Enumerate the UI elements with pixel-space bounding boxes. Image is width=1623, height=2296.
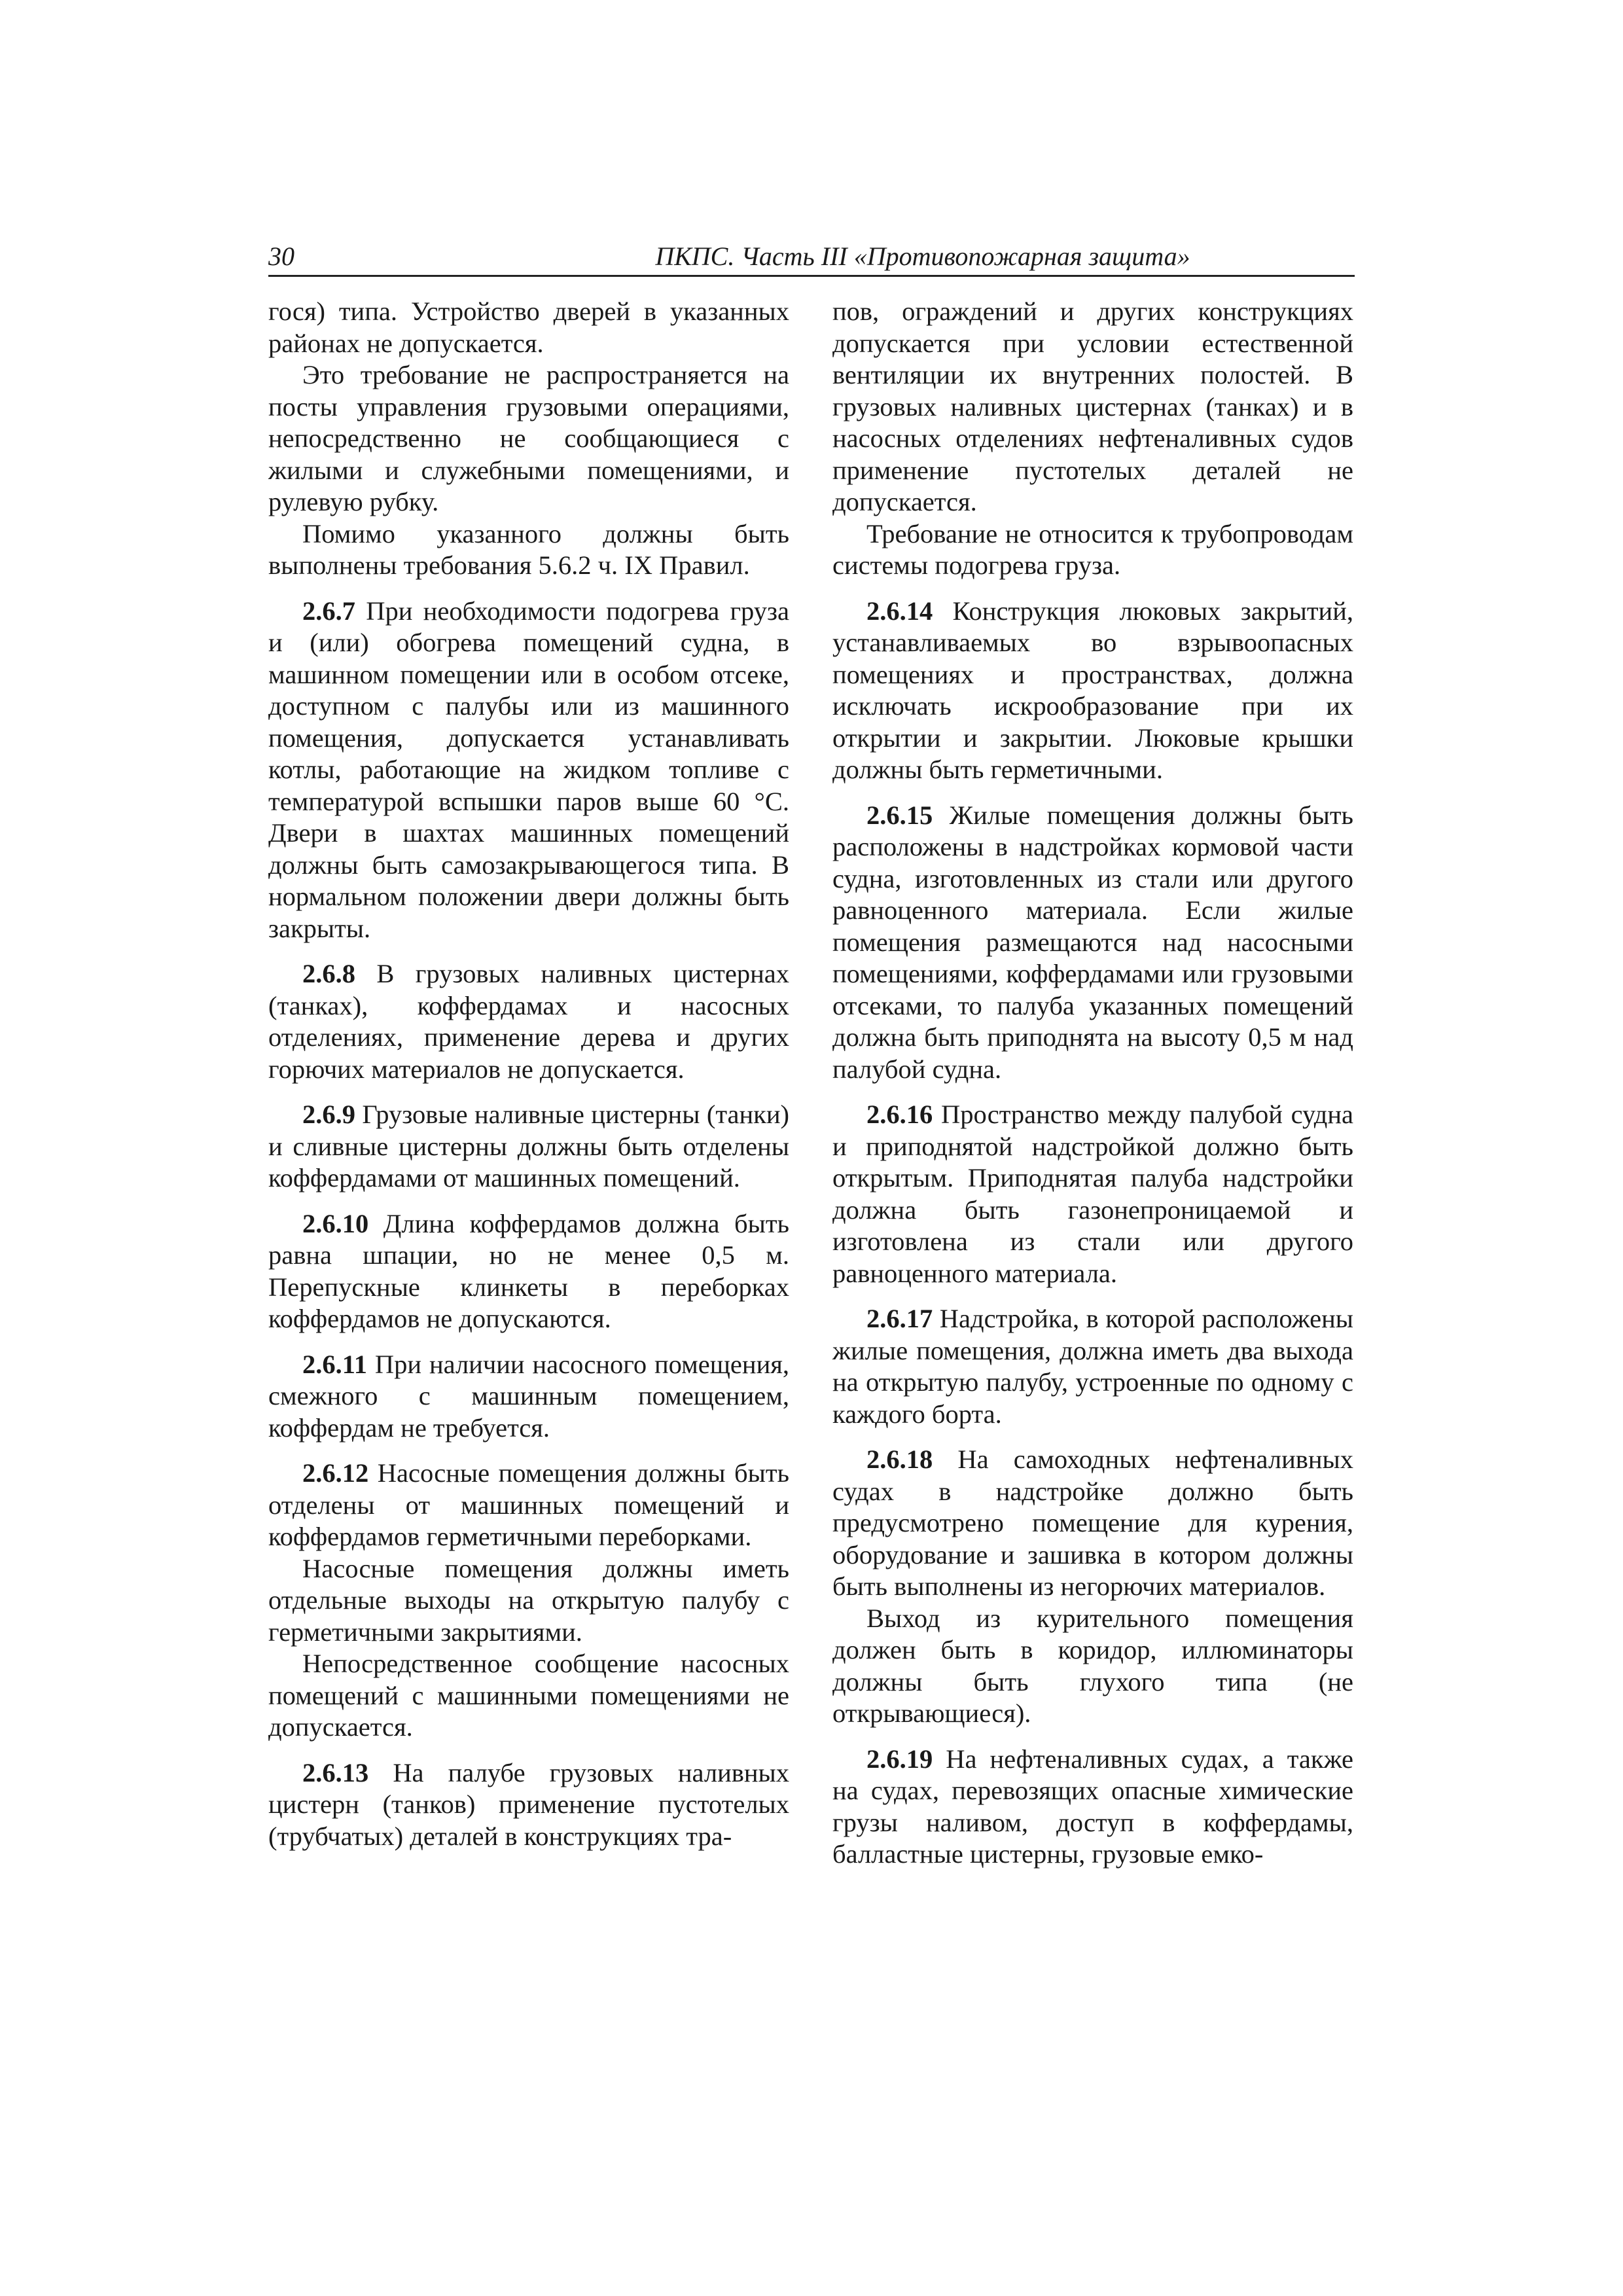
section-2-6-11 — [268, 1349, 789, 1444]
paragraph-text: Жилые помещения должны быть расположены в надстройках кормовой части судна, изготовленных из стали или другого равноценного материала. Если жилые помещения размещаются над насосными помещениями, коффердамами или грузовыми отсеками, то палуба указанных помещений должна быть приподнята на высоту 0,5 м над палубой судна. — [832, 800, 1354, 1084]
section-number: 2.6.9 — [302, 1100, 355, 1129]
paragraph-text: На самоходных нефтеналивных судах в надстройке должно быть предусмотрено помещение для курения, оборудование и зашивка в котором должны быть выполнены из негорючих материалов. — [832, 1444, 1353, 1601]
paragraph — [832, 296, 1353, 518]
paragraph-text: Длина коффердамов должна быть равна шпации, но не менее 0,5 м. Перепускные клинкеты в переборках коффердамов не допускаются. — [268, 1208, 790, 1333]
paragraph-text: Насосные помещения должны быть отделены от машинных помещений и коффердамов герметичными переборками. — [268, 1458, 790, 1551]
paragraph-text: Выход из курительного помещения должен быть в коридор, иллюминаторы должны быть глухого типа (не открывающиеся). — [832, 1603, 1353, 1728]
section-2-6-7 — [268, 596, 789, 945]
paragraph-text: На нефтеналивных судах, а также на судах, перевозящих опасные химические грузы наливом, доступ в коффердамы, балластные цистерны, грузовые емко- — [832, 1744, 1354, 1869]
paragraph-text: Грузовые наливные цистерны (танки) и сливные цистерны должны быть отделены коффердамами от машинных помещений. — [268, 1100, 789, 1193]
section-2-6-14 — [832, 596, 1353, 786]
running-header — [268, 241, 1355, 277]
paragraph-text: пов, ограждений и других конструкциях допускается при условии естественной вентиляции их внутренних полостей. В грузовых наливных цистернах (танках) и в насосных отделениях нефтеналивных судов применение пустотелых деталей не допускается. — [832, 296, 1353, 516]
section-2-6-16 — [832, 1099, 1353, 1289]
section-number: 2.6.12 — [302, 1458, 369, 1488]
paragraph-text: При необходимости подогрева груза и (или) обогрева помещений судна, в машинном помещении или в особом отсеке, доступном с палубы или из машинного помещения, допускается устанавливать котлы, работающие на жидком топливе с температурой вспышки паров выше 60 °С. Двери в шахтах машинных помещений должны быть самозакрывающегося типа. В нормальном положении двери должны быть закрыты. — [268, 596, 789, 943]
section-2-6-18 — [832, 1444, 1353, 1603]
page-number: 30 — [268, 242, 294, 271]
paragraph-text: Пространство между палубой судна и приподнятой надстройкой должно быть открытым. Приподнятая палуба надстройки должна быть газонепроницаемой и изготовлена из стали или другого равноценного материала. — [832, 1100, 1353, 1288]
section-2-6-13 — [268, 1757, 789, 1853]
section-2-6-8 — [268, 958, 789, 1085]
paragraph — [268, 296, 789, 359]
section-2-6-17 — [832, 1303, 1353, 1430]
section-number: 2.6.19 — [866, 1744, 933, 1774]
paragraph-text: Помимо указанного должны быть выполнены требования 5.6.2 ч. IX Правил. — [268, 518, 789, 580]
paragraph-text: Непосредственное сообщение насосных помещений с машинными помещениями не допускается. — [268, 1649, 789, 1742]
section-number: 2.6.17 — [866, 1304, 933, 1333]
section-number: 2.6.16 — [866, 1100, 933, 1129]
section-number: 2.6.8 — [302, 959, 355, 988]
paragraph — [268, 1648, 789, 1744]
paragraph — [268, 1553, 789, 1649]
section-2-6-9 — [268, 1099, 789, 1194]
paragraph — [268, 359, 789, 518]
paragraph — [832, 518, 1353, 582]
paragraph-text: Насосные помещения должны иметь отдельные выходы на открытую палубу с герметичными закрытиями. — [268, 1553, 789, 1647]
running-title: ПКПС. Часть III «Противопожарная защита» — [655, 242, 1190, 271]
section-number: 2.6.18 — [866, 1444, 933, 1474]
section-2-6-15 — [832, 800, 1353, 1086]
paragraph-text: На палубе грузовых наливных цистерн (танков) применение пустотелых (трубчатых) деталей в конструкциях тра- — [268, 1757, 789, 1851]
paragraph-text: В грузовых наливных цистернах (танках), коффердамах и насосных отделениях, применение дерева и других горючих материалов не допускается. — [268, 959, 790, 1084]
section-2-6-19 — [832, 1744, 1353, 1871]
section-number: 2.6.13 — [302, 1757, 369, 1787]
section-number: 2.6.14 — [866, 596, 933, 626]
right-column — [832, 296, 1353, 1871]
paragraph-text: Это требование не распространяется на посты управления грузовыми операциями, непосредственно не сообщающиеся с жилыми и служебными помещениями, и рулевую рубку. — [268, 360, 789, 516]
paragraph-text: При наличии насосного помещения, смежного с машинным помещением, коффердам не требуется. — [268, 1349, 790, 1443]
section-number: 2.6.10 — [302, 1208, 369, 1238]
paragraph — [832, 1603, 1353, 1730]
paragraph-text: гося) типа. Устройство дверей в указанных районах не допускается. — [268, 296, 789, 358]
section-2-6-12 — [268, 1458, 789, 1553]
section-number: 2.6.15 — [866, 800, 933, 830]
paragraph-text: Требование не относится к трубопроводам системы подогрева груза. — [832, 518, 1353, 580]
section-number: 2.6.7 — [302, 596, 355, 626]
paragraph-text: Конструкция люковых закрытий, устанавливаемых во взрывоопасных помещениях и пространствах, должна исключать искрообразование при их открытии и закрытии. Люковые крышки должны быть герметичными. — [832, 596, 1353, 784]
paragraph-text: Надстройка, в которой расположены жилые помещения, должна иметь два выхода на открытую палубу, устроенные по одному с каждого борта. — [832, 1304, 1353, 1429]
section-number: 2.6.11 — [302, 1349, 368, 1379]
section-2-6-10 — [268, 1208, 789, 1335]
paragraph — [268, 518, 789, 582]
left-column — [268, 296, 789, 1852]
